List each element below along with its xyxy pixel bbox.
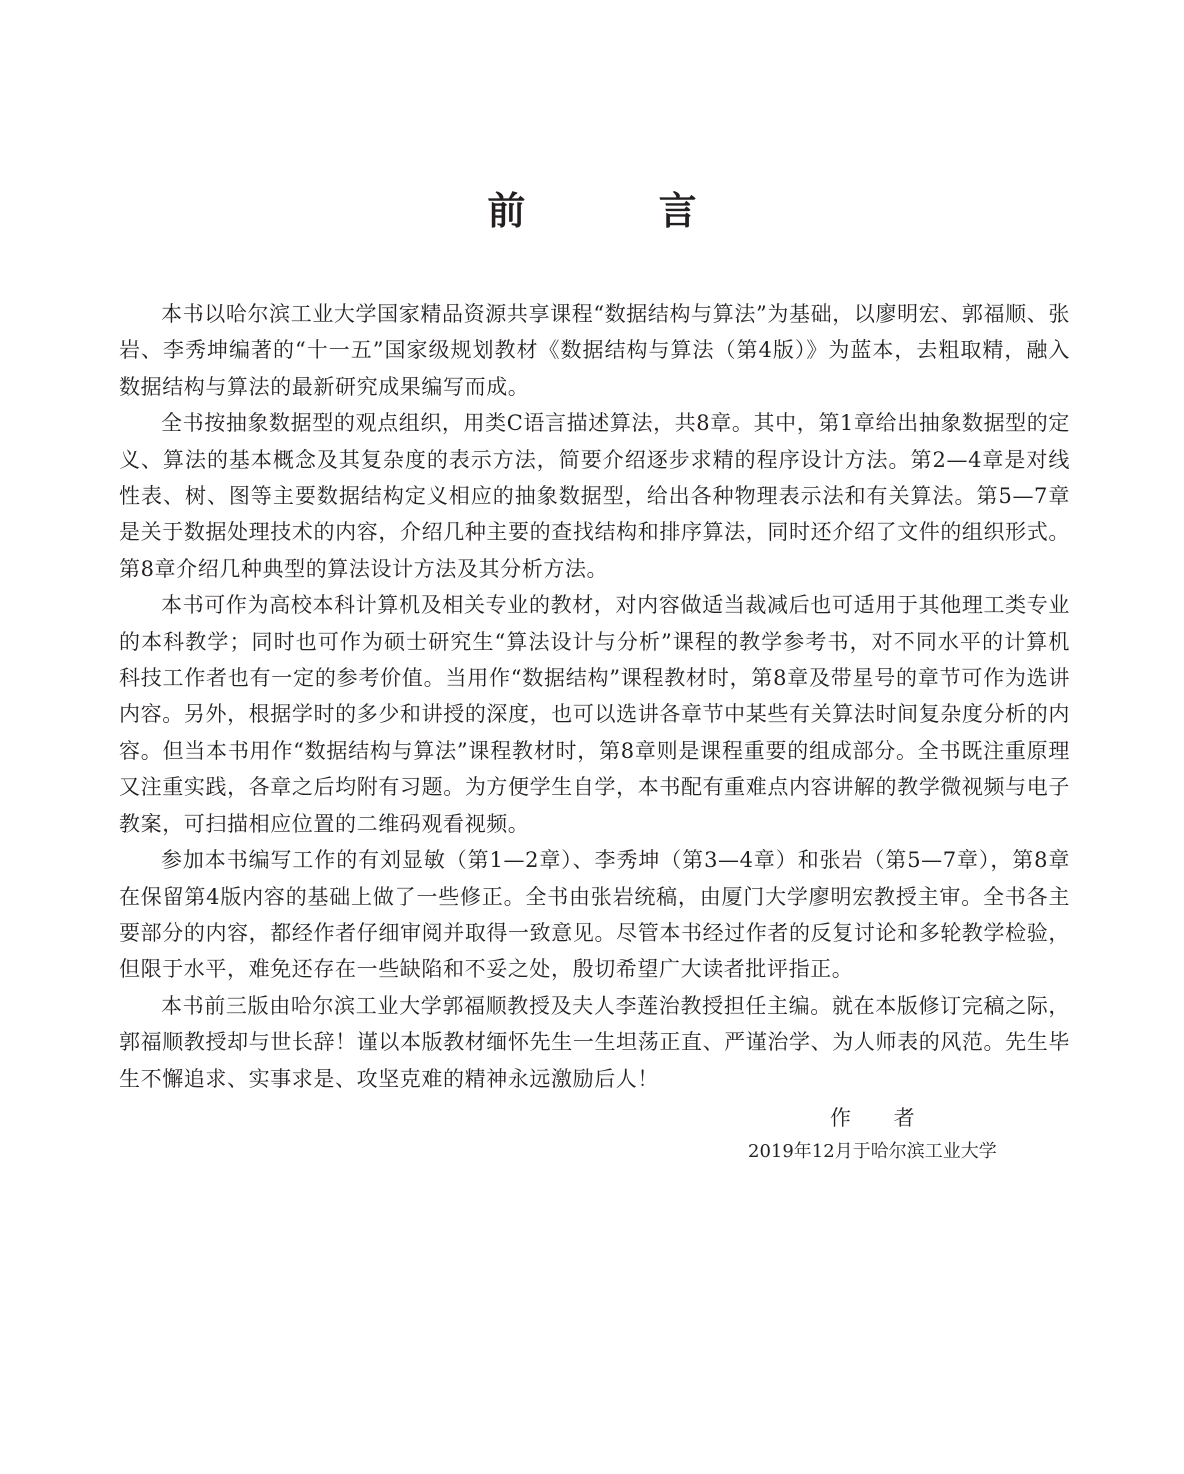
preface-paragraph-1: 本书以哈尔滨工业大学国家精品资源共享课程“数据结构与算法”为基础，以廖明宏、郭福顺、张岩、李秀坤编著的“十一五”国家级规划教材《数据结构与算法（第4版）》为蓝本，去粗取精，融入数据结构与算法的最新研究成果编写而成。 — [119, 302, 1070, 399]
preface-paragraph-3: 本书可作为高校本科计算机及相关专业的教材，对内容做适当裁减后也可适用于其他理工类专业的本科教学；同时也可作为硕士研究生“算法设计与分析”课程的教学参考书，对不同水平的计算机科技工作者也有一定的参考价值。当用作“数据结构”课程教材时，第8章及带星号的章节可作为选讲内容。另外，根据学时的多少和讲授的深度，也可以选讲各章节中某些有关算法时间复杂度分析的内容。但当本书用作“数据结构与算法”课程教材时，第8章则是课程重要的组成部分。全书既注重原理又注重实践，各章之后均附有习题。为方便学生自学，本书配有重难点内容讲解的教学微视频与电子教案，可扫描相应位置的二维码观看视频。 — [119, 593, 1070, 836]
preface-paragraph-2: 全书按抽象数据型的观点组织，用类C语言描述算法，共8章。其中，第1章给出抽象数据型的定义、算法的基本概念及其复杂度的表示方法，简要介绍逐步求精的程序设计方法。第2—4章是对线性表、树、图等主要数据结构定义相应的抽象数据型，给出各种物理表示法和有关算法。第5—7章是关于数据处理技术的内容，介绍几种主要的查找结构和排序算法，同时还介绍了文件的组织形式。第8章介绍几种典型的算法设计方法及其分析方法。 — [119, 411, 1070, 581]
preface-paragraph-4: 参加本书编写工作的有刘显敏（第1—2章）、李秀坤（第3—4章）和张岩（第5—7章），第8章在保留第4版内容的基础上做了一些修正。全书由张岩统稿，由厦门大学廖明宏教授主审。全书各主要部分的内容，都经作者仔细审阅并取得一致意见。尽管本书经过作者的反复讨论和多轮教学检验，但限于水平，难免还存在一些缺陷和不妥之处，殷切希望广大读者批评指正。 — [119, 848, 1070, 982]
page-title: 前 言 — [487, 189, 757, 233]
preface-paragraph-5: 本书前三版由哈尔滨工业大学郭福顺教授及夫人李莲治教授担任主编。就在本版修订完稿之际，郭福顺教授却与世长辞！谨以本版教材缅怀先生一生坦荡正直、严谨治学、为人师表的风范。先生毕生不懈追求、实事求是、攻坚克难的精神永远激励后人！ — [119, 993, 1070, 1091]
date-place-line: 2019年12月于哈尔滨工业大学 — [748, 1141, 997, 1162]
author-signature: 作 者 — [830, 1106, 933, 1130]
preface-body — [119, 296, 1070, 1097]
